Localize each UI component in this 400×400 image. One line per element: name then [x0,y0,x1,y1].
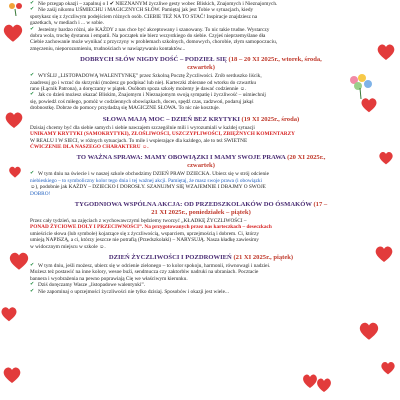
section-title: DOBRYCH SŁÓW NIGDY DOŚĆ – PODZIEŁ SIĘ [80,56,227,64]
section-date: 21 XI 2025r., poniedziałek – piątek) [151,208,251,216]
heart-icon [8,250,30,272]
section-heading [30,201,372,217]
section-title: TYGODNIOWA WSPÓLNA AKCJA: OD PRZEDSZKOLAKÓW DO ÓSMAKÓW [74,200,312,208]
text-line: ✔ Jesteśmy bardzo różni, ale KAŻDY z nas chce być akceptowany i szanowany. To nic takie trudne. Wystarczy [30,27,372,33]
heart-icon [8,165,22,179]
heart-icon [376,42,396,62]
text-line: ✔ Dziś doręczamy Wasze „listopadowe walentynki”. [30,282,372,288]
text-line: Ciebie zachowanie może wynikać z przyczyny w problemach szkolnych, domowych, chorobie, złym samopoczuciu, [30,39,278,46]
text-line: umieją NAPISZĄ, a ci, którzy jeszcze nie potrafią (Przedszkolaki) – NARYSUJĄ. Nasza kładkę zawiesimy [30,237,259,244]
heart-pair-icon [300,372,334,400]
text-line: bannera i wyobrażenia na pewno poprawiają Cię we właściwym kierunku. [30,275,188,282]
intro-block [30,1,372,52]
section-date: (20 XI 2025r., [287,154,326,162]
section-title: SŁOWA MAJĄ MOC – DZIEŃ BEZ KRYTYKI [102,115,240,123]
section-date: (17 – [313,200,328,208]
heart-icon [2,365,22,385]
text-line: rano (Łącnik Patrona), a doręczamy w piątek. Osóbom spoza szkoły możemy je dawać codziennie ☺. [30,86,247,93]
section-date: czwartek) [187,64,215,72]
text-line: Dzisiaj chcemy być dla siebie samych i siebie nawzajem szczególnie mili i wyrozumiali w każdej sytuacji [30,124,255,131]
text-line: ✔ Nie przegap okazji – zapalnuj o I ✔ NIEZNANYM życzliwe gesty wobec Bliskich, Znajomych i Nieznajomych. [30,1,372,7]
section-prawa-dziecka [30,154,372,197]
text-line: PONAD ŻYCIOWE DOLY I PRZECIWNOŚCI”. Na przygotowanych przez nas karteczkach – deseczkach [30,224,272,231]
text-line: W REALU I W SIECI, w różnych sytuacjach. To mile i wspierające dla każdego, ale to też SWIETNE [30,137,248,144]
section-date: (21 XI 2025r., piątek) [233,253,294,261]
text-line: UNIKAMY KRYTYKI (SAMOKRYTYKI), ZŁOŚLIWOŚCI, USZCZYPLIWOŚCI, ZBIĘŻNYCH KOMENTARZY [30,131,295,138]
text-line: drobnostkę. Dobrze do pomocy przydadzą się MAGICZNE SŁOWA. To nic nie kosztuje. [30,105,220,112]
text-line: ✔ Jak co dzień możesz okazać Bliskim, Znajomym i Nieznajomym swoją sympatię i życzliwość – uśmiechnij [30,92,372,98]
text-line: ✔ Nie zapominaj o uprzejmości życzliwości nie tylko dzisiaj. Sposobów i okazji jest wiele... [30,289,372,295]
section-title: DZIEŃ ŻYCZLIWOŚCI I POZDROWIEŃ [108,253,232,261]
text-line: się, powiedź coś miłego, pomóż w codziennych obowiązkach, docen, spędź czas, zadzwoń, podaruj jakąś [30,98,254,105]
section-date: (18 – 20 XI 2025r., wtorek, środa, [228,56,322,64]
text-line: zaadresuj go i wrzuć do skrzynki (możesz go podpisać lub nie). Karteczki zbierane od wtorku do czwartku [30,79,257,86]
text-line: zmęczeniu, nieporozumieniu, trudnościach w nawiązywaniu kontaktów... [30,45,186,52]
section-date: czwartek) [187,162,215,170]
heart-icon [380,360,396,376]
text-line: niebieskiego – to symboliczny kolor tego dnia i tej ważnej akcji. Pamiętaj, że masz swoje prawa (i obowiązki [30,177,262,184]
text-line: w widocznym miejscu w szkole ☺. [30,243,106,250]
text-line: ✔ WYŚLIJ „LISTOPADOWĄ WALENTYNKĘ” przez Szkolną Pocztę Życzliwości. Zrób serduszko liścik, [30,73,372,79]
heart-icon [4,110,24,130]
section-heading [30,254,372,262]
section-date: (19 XI 2025r., środa) [241,115,300,123]
section-title: TO WAŻNA SPRAWA: MAMY OBOWIĄZKI I MAMY SWOJE PRAWA [76,154,286,162]
section-wspolna-akcja [30,201,372,250]
text-line: ✔ W tym dniu na świecie i w naszej szkole obchodzimy DZIEŃ PRAW DZIECKA. Ubierz się w strój odcienie [30,171,372,177]
text-line: Możesz też postawić na inne kolory, wesoe buźi, sendmucza czy zaktorbiw nadruki na ubraniach. Pocztacie [30,269,259,276]
heart-icon [378,150,394,166]
section-heading [30,154,372,170]
heart-icon [0,305,18,323]
text-line: ĆWICZENIE DLA NASZEGO CHARAKTERU ☺. [30,143,149,150]
section-heading [30,116,372,124]
heart-icon [374,244,394,264]
text-line: dobra wola, trochę dystansu i empatii. Na początek nie bierz wszystkiego do siebie. Czyjeś nieprzemyślane dła [30,33,266,40]
text-line: ✔ W tym dniu, jeśli możesz, ubierz się w odcienie zielonego – to kolor spokoju, harmonii, równowagi i nadziei. [30,263,372,269]
document-body [30,0,372,295]
text-line: Przez cały tydzień, na zajęciach z wychowawczymi będziemy tworzyć „KŁADKĘ ŻYCZLIWOŚCI – [30,217,247,224]
text-line: ☺), podobnie jak KAŻDY – DZIECKO I DOROSŁY. SZANUJMY SIĘ WZAJEMNIE I DBAJMY O SWOJE [30,184,266,191]
text-line: ✔ Nie zaśij nikomu UŚMIECHU i MAGICZNYCH SŁÓW. Pamiętaj jak jest Tobie w sytuacjach, kiedy [30,7,372,13]
heart-icon [2,22,24,44]
text-line: gazetkach, w mediach i ... w sobie. [30,20,104,27]
text-line: umieścicie słowa (lub symbole) kojarzące się z życzliwością, wsparciem, uprzejmością i dobrem. Ci, którzy [30,230,260,237]
section-heading [30,56,372,72]
section-dzien-zyczliwosci [30,254,372,295]
section-slowa-maja-moc [30,116,372,151]
flower-icon [6,0,26,21]
section-dobrych-slow [30,56,372,111]
text-line: spotykasz się z życzliwym podejściem różnych osób. CIEBIE TEŻ NA TO STAĆ! Inspiracje znajdziesz na [30,13,258,20]
heart-icon [358,320,380,342]
text-line: DOBRO! [30,190,51,197]
